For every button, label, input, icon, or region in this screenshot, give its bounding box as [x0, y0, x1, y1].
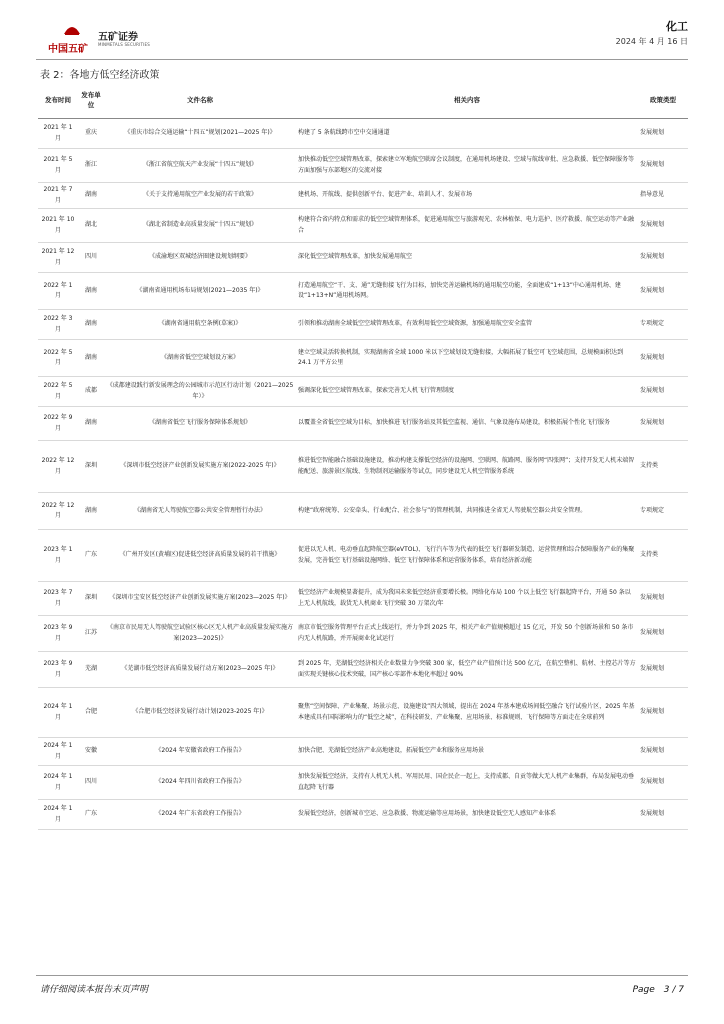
time-cell: 2022 年 5 月: [38, 377, 78, 407]
content-cell: 构建符合省内特点和需求的低空空域管理体系，促进通用航空与旅游观光、农林植保、电力巡护、医疗救援、航空运动等产业融合: [296, 209, 638, 243]
policy-type-cell: 指导意见: [638, 183, 688, 209]
policy-type-cell: 支持类: [638, 441, 688, 493]
policy-table: [38, 84, 688, 830]
content-cell: 推进低空智能融合基础设施建设，推动构建支撑低空经济的设施网、空联网、航路网、服务网“四张网”；支持开发无人机末端智能配送、旅游景区航线、生物制剂运输服务等试点，同步建设无人机空管服务系统: [296, 441, 638, 493]
unit-cell: 安徽: [78, 738, 104, 766]
policy-type-cell: 发展规划: [638, 616, 688, 652]
policy-type-cell: 专项规定: [638, 310, 688, 340]
logo-text-cn: 中国五矿: [48, 44, 88, 55]
content-cell: 发展低空经济，创新城市空运、应急救援、物流运输等应用场景，加快建设低空无人感知产业体系: [296, 800, 638, 830]
table-title: 表 2：各地方低空经济政策: [40, 70, 160, 81]
time-cell: 2022 年 9 月: [38, 407, 78, 441]
file-name-cell: 《2024 年安徽省政府工作报告》: [104, 738, 296, 766]
policy-type-cell: 发展规划: [638, 209, 688, 243]
table-row: [38, 273, 688, 310]
file-name-cell: 《成渝地区双城经济圈建设规划纲要》: [104, 243, 296, 273]
unit-cell: 广东: [78, 530, 104, 582]
unit-cell: 重庆: [78, 119, 104, 149]
time-cell: 2021 年 1 月: [38, 119, 78, 149]
column-header: 发布时间: [38, 84, 78, 119]
file-name-cell: 《湖南省低空飞行服务保障体系规划》: [104, 407, 296, 441]
table-row: [38, 800, 688, 830]
policy-type-cell: 发展规划: [638, 688, 688, 738]
unit-cell: 芜湖: [78, 652, 104, 688]
content-cell: 深化低空空域管理改革，加快发展通用航空: [296, 243, 638, 273]
company-logo: [48, 20, 150, 56]
content-cell: 促进以无人机、电动垂直起降航空器(eVTOL)、飞行汽车等为代表的低空飞行器研发制造、运营管理和综合保障服务产业的集聚发展，完善低空飞行基础设施网络、低空飞行保障体系和运营服务体系，培育经济新动能: [296, 530, 638, 582]
file-name-cell: 《成都建设践行新发展理念的公园城市示范区行动计划（2021—2025 年）》: [104, 377, 296, 407]
policy-type-cell: 发展规划: [638, 119, 688, 149]
footer-disclaimer: 请仔细阅读本报告末页声明: [40, 985, 149, 995]
content-cell: 到 2025 年，芜湖低空经济相关企业数量力争突破 300 家，低空产业产值预计达 500 亿元，在航空整机、航材、主控芯片等方面实现关键核心技术突破，国产核心零部件本地化率超过 90%: [296, 652, 638, 688]
policy-type-cell: 支持类: [638, 530, 688, 582]
table-row: [38, 243, 688, 273]
file-name-cell: 《湖南省低空空域划设方案》: [104, 340, 296, 377]
time-cell: 2021 年 5 月: [38, 149, 78, 183]
unit-cell: 深圳: [78, 441, 104, 493]
file-name-cell: 《湖南省通用机场布局规划(2021—2035 年)》: [104, 273, 296, 310]
table-row: [38, 738, 688, 766]
time-cell: 2021 年 10 月: [38, 209, 78, 243]
file-name-cell: 《广州开发区(黄埔区)促进低空经济高质量发展的若干措施》: [104, 530, 296, 582]
content-cell: 建机场、开航线、提供创新平台、促进产业、培训人才、发展市场: [296, 183, 638, 209]
column-header: 相关内容: [296, 84, 638, 119]
file-name-cell: 《深圳市低空经济产业创新发展实施方案(2022-2025 年)》: [104, 441, 296, 493]
file-name-cell: 《2024 年广东省政府工作报告》: [104, 800, 296, 830]
table-row: [38, 377, 688, 407]
unit-cell: 湖南: [78, 310, 104, 340]
header-divider: [36, 59, 688, 60]
table-row: [38, 183, 688, 209]
time-cell: 2021 年 7 月: [38, 183, 78, 209]
column-header: 发布单位: [78, 84, 104, 119]
content-cell: 聚焦“空间保障、产业集聚、场景示范、设施建设”四大领域，提出在 2024 年基本建成场间低空融合飞行试验片区，2025 年基本建成具有国际影响力的“低空之城”，在科技研发、产业集聚、应用场景、标准规则、飞行保障等方面走在全球前列: [296, 688, 638, 738]
file-name-cell: 《芜湖市低空经济高质量发展行动方案(2023—2025 年)》: [104, 652, 296, 688]
file-name-cell: 《深圳市宝安区低空经济产业创新发展实施方案(2023—2025 年)》: [104, 582, 296, 616]
table-row: [38, 582, 688, 616]
time-cell: 2023 年 9 月: [38, 652, 78, 688]
policy-type-cell: 发展规划: [638, 738, 688, 766]
content-cell: 加快合肥、芜湖低空经济产业高地建设，拓展低空产业和服务应用场景: [296, 738, 638, 766]
table-row: [38, 688, 688, 738]
unit-cell: 湖南: [78, 183, 104, 209]
time-cell: 2024 年 1 月: [38, 738, 78, 766]
unit-cell: 成都: [78, 377, 104, 407]
unit-cell: 湖北: [78, 209, 104, 243]
table-row: [38, 441, 688, 493]
time-cell: 2022 年 3 月: [38, 310, 78, 340]
unit-cell: 四川: [78, 766, 104, 800]
content-cell: 引领和推动湖南全域低空空域管理改革，有效利用低空空域资源，加强通用航空安全监管: [296, 310, 638, 340]
brand-name-en: MINMETALS SECURITIES: [98, 42, 150, 47]
file-name-cell: 《南京市民用无人驾驶航空试验区核心区无人机产业高质量发展实施方案(2023—2025)》: [104, 616, 296, 652]
policy-type-cell: 发展规划: [638, 800, 688, 830]
time-cell: 2024 年 1 月: [38, 800, 78, 830]
brand-name: 五矿证券: [98, 32, 138, 43]
content-cell: 南京市低空服务管理平台正式上线运行，并力争到 2025 年，相关产业产值规模超过 15 亿元，开发 50 个创新场景和 50 条市内无人机航路，并开展商业化试运行: [296, 616, 638, 652]
file-name-cell: 《浙江省航空航天产业发展“十四五”规划》: [104, 149, 296, 183]
table-row: [38, 340, 688, 377]
file-name-cell: 《重庆市综合交通运输“十四五”规划(2021—2025 年)》: [104, 119, 296, 149]
policy-type-cell: 发展规划: [638, 377, 688, 407]
file-name-cell: 《关于支持通用航空产业发展的若干政策》: [104, 183, 296, 209]
table-row: [38, 407, 688, 441]
table-row: [38, 493, 688, 530]
time-cell: 2023 年 9 月: [38, 616, 78, 652]
table-row: [38, 766, 688, 800]
time-cell: 2022 年 5 月: [38, 340, 78, 377]
unit-cell: 深圳: [78, 582, 104, 616]
table-row: [38, 530, 688, 582]
policy-type-cell: 发展规划: [638, 766, 688, 800]
page-number: Page 3 / 7: [632, 985, 684, 995]
unit-cell: 浙江: [78, 149, 104, 183]
policy-type-cell: 发展规划: [638, 652, 688, 688]
time-cell: 2022 年 12 月: [38, 441, 78, 493]
report-date: 2024 年 4 月 16 日: [615, 37, 688, 46]
content-cell: 打造通用航空“干、支、通”无缝衔接飞行为目标，加快完善运输机场的通用航空功能，全面建成“1+13”中心通用机场、建设“1+13+N”通用机场网。: [296, 273, 638, 310]
policy-type-cell: 发展规划: [638, 582, 688, 616]
table-row: [38, 652, 688, 688]
unit-cell: 合肥: [78, 688, 104, 738]
policy-type-cell: 专项规定: [638, 493, 688, 530]
table-row: [38, 209, 688, 243]
unit-cell: 湖南: [78, 493, 104, 530]
page-header: [0, 0, 724, 62]
table-row: [38, 310, 688, 340]
file-name-cell: 《合肥市低空经济发展行动计划(2023-2025 年)》: [104, 688, 296, 738]
time-cell: 2023 年 1 月: [38, 530, 78, 582]
file-name-cell: 《2024 年四川省政府工作报告》: [104, 766, 296, 800]
file-name-cell: 《湖南省通用航空条例(草案)》: [104, 310, 296, 340]
unit-cell: 广东: [78, 800, 104, 830]
content-cell: 加快发展低空经济，支持有人机无人机、军用民用、国企民企一起上，支持成都、自贡等做大无人机产业集群，布局发展电动垂直起降飞行器: [296, 766, 638, 800]
unit-cell: 湖南: [78, 273, 104, 310]
content-cell: 建立空域灵活转换机制，实现湖南省全域 1000 米以下空域划设无缝衔接，大幅拓展了低空可飞空域范围，总规模面积达到 24.1 万平方公里: [296, 340, 638, 377]
unit-cell: 湖南: [78, 340, 104, 377]
unit-cell: 四川: [78, 243, 104, 273]
footer-divider: [36, 975, 688, 976]
table-row: [38, 149, 688, 183]
policy-type-cell: 发展规划: [638, 243, 688, 273]
time-cell: 2022 年 1 月: [38, 273, 78, 310]
unit-cell: 湖南: [78, 407, 104, 441]
policy-type-cell: 发展规划: [638, 407, 688, 441]
policy-type-cell: 发展规划: [638, 149, 688, 183]
column-header: 政策类型: [638, 84, 688, 119]
content-cell: 低空经济产业规模显著提升，成为我国未来低空经济重要增长极。网络化布局 100 个以上低空飞行器起降平台，开通 50 条以上无人机航线，载货无人机商业飞行突破 30 万架次/年: [296, 582, 638, 616]
time-cell: 2022 年 12 月: [38, 493, 78, 530]
time-cell: 2023 年 7 月: [38, 582, 78, 616]
content-cell: 加快推动低空空域管理改革，探索建立军地航空联席会议制度，在通用机场建设、空域与航线审批、应急救援、低空保障服务等方面加强与东部地区的交流对接: [296, 149, 638, 183]
report-sector: 化工: [666, 20, 688, 33]
column-header: 文件名称: [104, 84, 296, 119]
policy-type-cell: 发展规划: [638, 273, 688, 310]
table-header-row: [38, 84, 688, 119]
policy-type-cell: 发展规划: [638, 340, 688, 377]
time-cell: 2021 年 12 月: [38, 243, 78, 273]
content-cell: 以覆盖全省低空空域为目标，加快推进飞行服务站及其低空监视、通信、气象设施布局建设，积极拓展个性化飞行服务: [296, 407, 638, 441]
minmetals-logo-icon: [62, 22, 82, 36]
time-cell: 2024 年 1 月: [38, 688, 78, 738]
file-name-cell: 《湖南省无人驾驶航空器公共安全管理暂行办法》: [104, 493, 296, 530]
content-cell: 构建“政府统筹、公安牵头、行业配合、社会参与”的管理机制，共同推进全省无人驾驶航空器公共安全管理。: [296, 493, 638, 530]
file-name-cell: 《湖北省制造业高质量发展“十四五”规划》: [104, 209, 296, 243]
content-cell: 强调深化低空空域管理改革，探索完善无人机飞行管理制度: [296, 377, 638, 407]
table-row: [38, 119, 688, 149]
content-cell: 构建了 5 条航线跨市空中交通通道: [296, 119, 638, 149]
unit-cell: 江苏: [78, 616, 104, 652]
table-row: [38, 616, 688, 652]
time-cell: 2024 年 1 月: [38, 766, 78, 800]
